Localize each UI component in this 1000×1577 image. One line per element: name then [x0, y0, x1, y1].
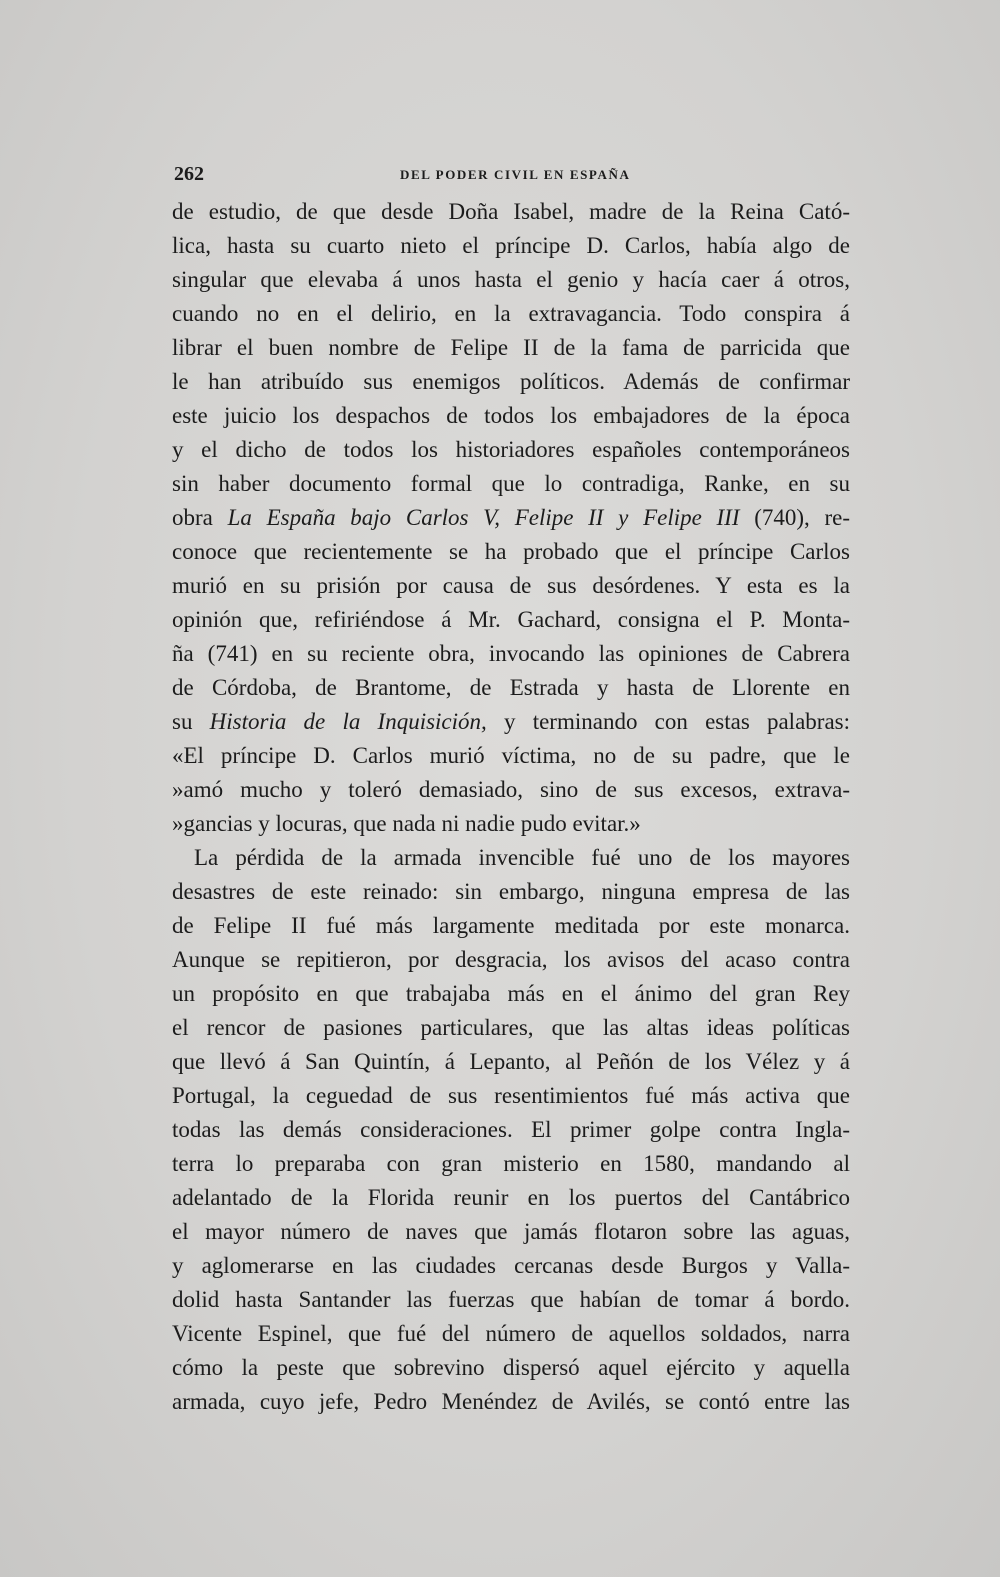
text-line: de estudio, de que desde Doña Isabel, madre de la Reina Cató- [172, 199, 850, 224]
text-line: «El príncipe D. Carlos murió víctima, no de su padre, que le [172, 743, 850, 768]
text-line: y el dicho de todos los historiadores españoles contemporáneos [172, 437, 850, 462]
body-text [172, 195, 850, 1419]
book-title-ranke: La España bajo Carlos V, Felipe II y Felipe III [227, 505, 740, 530]
page-number: 262 [174, 163, 204, 185]
text-line: todas las demás consideraciones. El primer golpe contra Ingla- [172, 1117, 850, 1142]
text-line: »amó mucho y toleró demasiado, sino de sus excesos, extrava- [172, 777, 850, 802]
text-line: murió en su prisión por causa de sus desórdenes. Y esta es la [172, 573, 850, 598]
text-line: terra lo preparaba con gran misterio en 1580, mandando al [172, 1151, 850, 1176]
text-line: adelantado de la Florida reunir en los puertos del Cantábrico [172, 1185, 850, 1210]
text-line: y aglomerarse en las ciudades cercanas desde Burgos y Valla- [172, 1253, 850, 1278]
text-line: Vicente Espinel, que fué del número de aquellos soldados, narra [172, 1321, 850, 1346]
text-line: cómo la peste que sobrevino dispersó aquel ejército y aquella [172, 1355, 850, 1380]
text-line: de Córdoba, de Brantome, de Estrada y hasta de Llorente en [172, 675, 850, 700]
text-line: librar el buen nombre de Felipe II de la fama de parricida que [172, 335, 850, 360]
running-head [172, 161, 850, 187]
text-line: que llevó á San Quintín, á Lepanto, al Peñón de los Vélez y á [172, 1049, 850, 1074]
text-line: »gancias y locuras, que nada ni nadie pudo evitar.» [172, 811, 641, 836]
text-line: Portugal, la ceguedad de sus resentimientos fué más activa que [172, 1083, 850, 1108]
text-line: de Felipe II fué más largamente meditada por este monarca. [172, 913, 850, 938]
text-line: un propósito en que trabajaba más en el ánimo del gran Rey [172, 981, 850, 1006]
text-line: sin haber documento formal que lo contradiga, Ranke, en su [172, 471, 850, 496]
text-line: cuando no en el delirio, en la extravagancia. Todo conspira á [172, 301, 850, 326]
text-line: singular que elevaba á unos hasta el genio y hacía caer á otros, [172, 267, 850, 292]
text-line: le han atribuído sus enemigos políticos. Además de confirmar [172, 369, 850, 394]
text-line: Aunque se repitieron, por desgracia, los avisos del acaso contra [172, 947, 850, 972]
text-line: La pérdida de la armada invencible fué uno de los mayores [194, 845, 850, 870]
text-line: ña (741) en su reciente obra, invocando las opiniones de Cabrera [172, 641, 850, 666]
text-line: dolid hasta Santander las fuerzas que habían de tomar á bordo. [172, 1287, 850, 1312]
book-title-inquisicion: Historia de la Inquisición, [209, 709, 487, 734]
text-line: este juicio los despachos de todos los embajadores de la época [172, 403, 850, 428]
running-title: DEL PODER CIVIL EN ESPAÑA [400, 167, 631, 182]
text-line: opinión que, refiriéndose á Mr. Gachard, consigna el P. Monta- [172, 607, 850, 632]
text-line: su Historia de la Inquisición, y terminando con estas palabras: [172, 709, 850, 734]
text-line: lica, hasta su cuarto nieto el príncipe D. Carlos, había algo de [172, 233, 850, 258]
text-line: conoce que recientemente se ha probado que el príncipe Carlos [172, 539, 850, 564]
text-line: el mayor número de naves que jamás flotaron sobre las aguas, [172, 1219, 850, 1244]
text-line: desastres de este reinado: sin embargo, ninguna empresa de las [172, 879, 850, 904]
text-line: el rencor de pasiones particulares, que las altas ideas políticas [172, 1015, 850, 1040]
text-line: armada, cuyo jefe, Pedro Menéndez de Avilés, se contó entre las [172, 1389, 850, 1414]
text-line: obra La España bajo Carlos V, Felipe II y Felipe III (740), re- [172, 505, 850, 530]
